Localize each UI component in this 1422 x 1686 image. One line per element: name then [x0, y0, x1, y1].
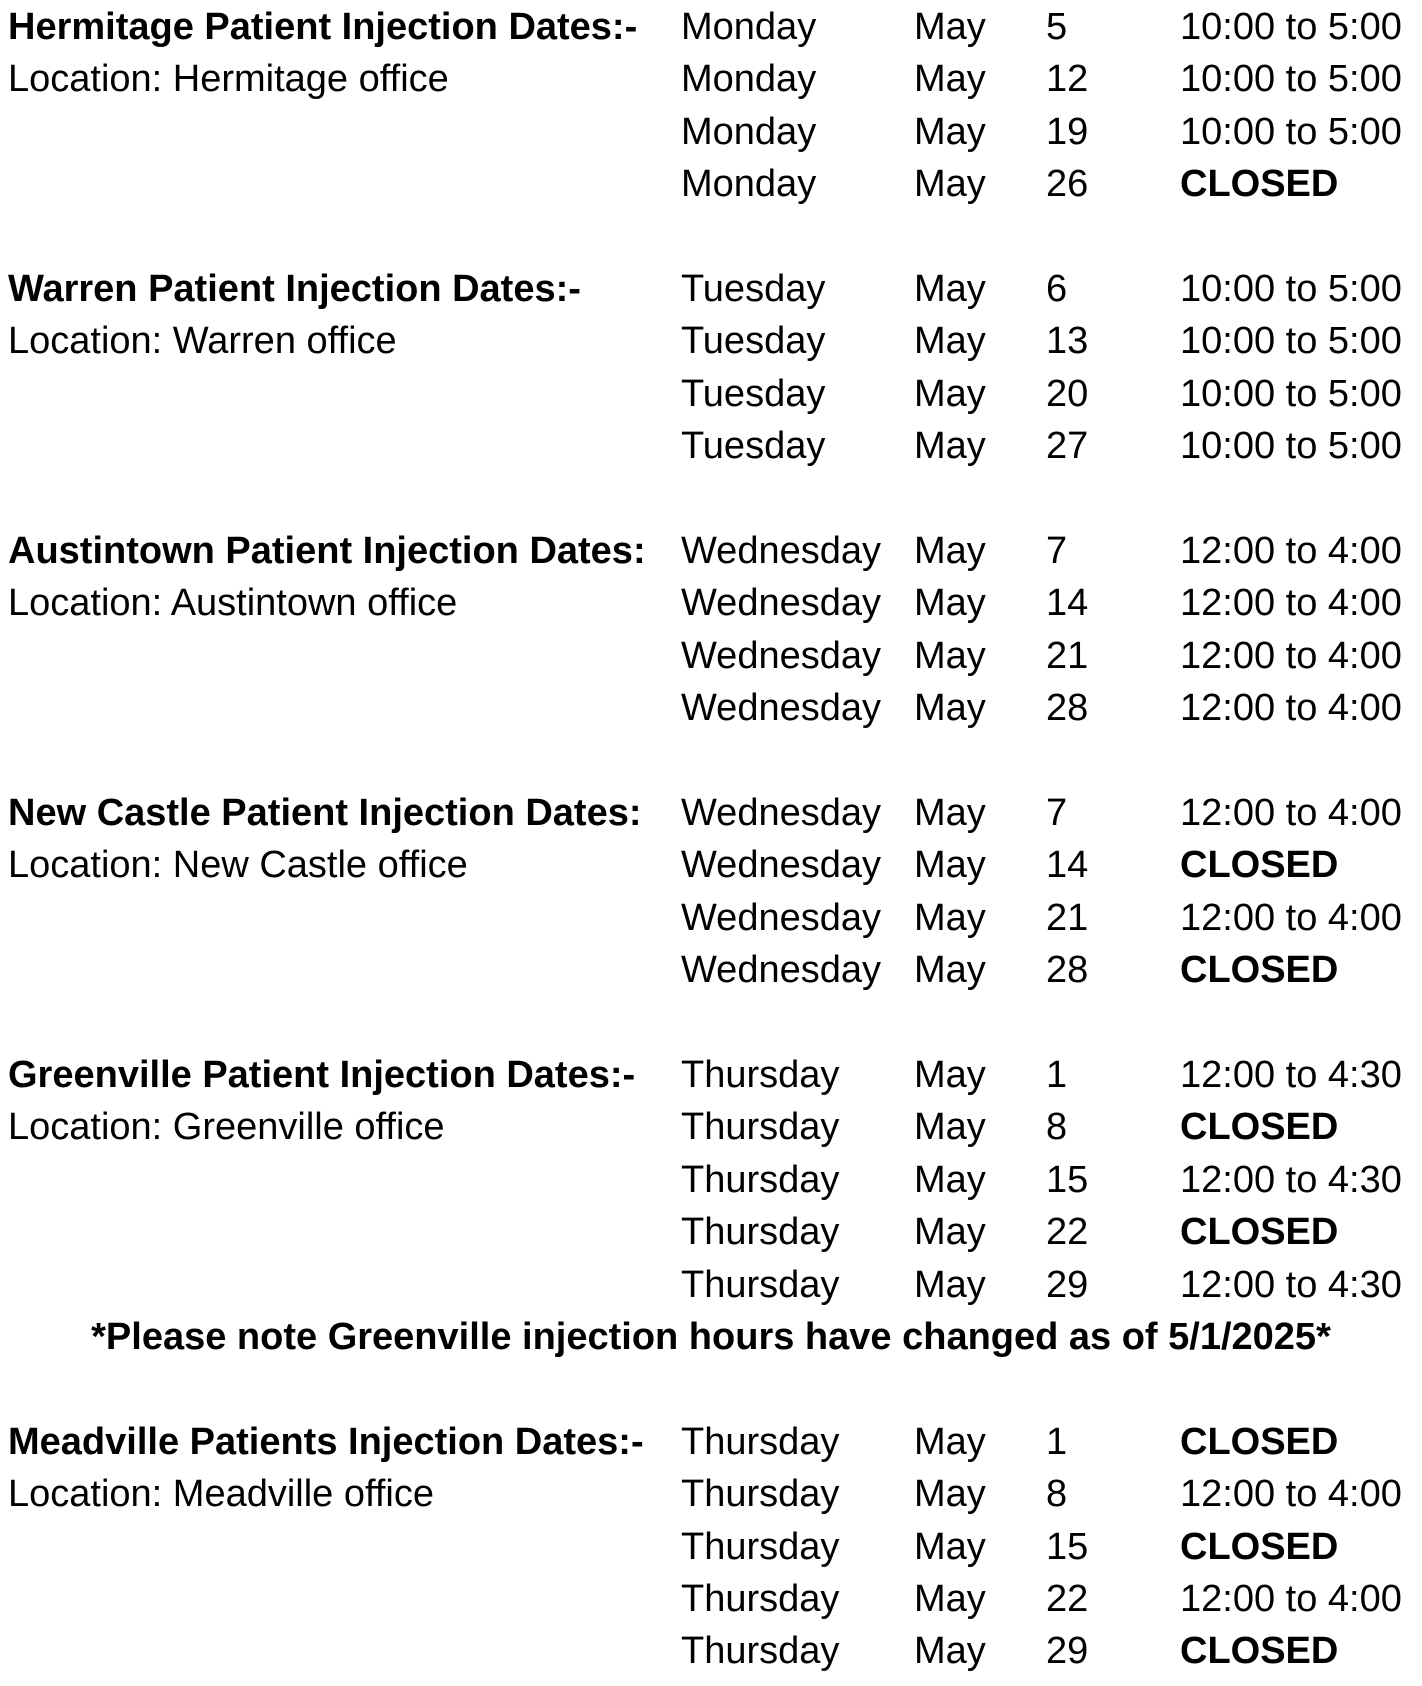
row-hours: 10:00 to 5:00 — [1180, 110, 1402, 153]
schedule-row — [0, 1468, 1422, 1520]
row-date: 22 — [1046, 1578, 1089, 1620]
row-month: May — [914, 634, 986, 677]
schedule-row — [0, 892, 1422, 944]
closed-label: CLOSED — [1180, 1211, 1339, 1254]
schedule-row — [0, 1625, 1422, 1677]
schedule-row — [0, 420, 1422, 472]
closed-label: CLOSED — [1180, 949, 1339, 992]
row-hours: 12:00 to 4:00 — [1180, 634, 1402, 677]
schedule-row — [0, 1101, 1422, 1153]
row-day: Tuesday — [681, 425, 826, 468]
row-day: Thursday — [681, 1578, 840, 1620]
schedule-row — [0, 787, 1422, 839]
closed-label: CLOSED — [1180, 1106, 1339, 1149]
row-month: May — [914, 372, 986, 415]
row-date: 15 — [1046, 1525, 1089, 1568]
schedule-row — [0, 53, 1422, 105]
row-hours: 12:00 to 4:00 — [1180, 792, 1402, 834]
closed-label: CLOSED — [1180, 163, 1339, 206]
row-hours: 10:00 to 5:00 — [1180, 320, 1402, 363]
schedule-row — [0, 1206, 1422, 1258]
row-date: 5 — [1046, 6, 1068, 48]
schedule-row — [0, 1, 1422, 53]
schedule-row — [0, 525, 1422, 577]
row-hours: 12:00 to 4:30 — [1180, 1263, 1402, 1306]
row-date: 27 — [1046, 425, 1089, 468]
row-month: May — [914, 844, 986, 887]
closed-label: CLOSED — [1180, 1630, 1339, 1673]
row-hours: 10:00 to 5:00 — [1180, 425, 1402, 468]
schedule-row — [0, 368, 1422, 420]
row-day: Thursday — [681, 1630, 840, 1673]
row-hours: 12:00 to 4:00 — [1180, 896, 1402, 939]
row-hours: 12:00 to 4:00 — [1180, 582, 1402, 625]
row-hours: 12:00 to 4:30 — [1180, 1158, 1402, 1201]
schedule-row — [0, 630, 1422, 682]
row-hours: 10:00 to 5:00 — [1180, 58, 1402, 101]
schedule-note: *Please note Greenville injection hours have changed as of 5/1/2025* — [91, 1316, 1331, 1358]
row-date: 13 — [1046, 320, 1089, 363]
row-month: May — [914, 896, 986, 939]
section-title: Austintown Patient Injection Dates: — [8, 530, 646, 572]
section-location: Location: Warren office — [8, 320, 397, 363]
row-date: 26 — [1046, 163, 1089, 206]
closed-label: CLOSED — [1180, 1525, 1339, 1568]
row-day: Thursday — [681, 1158, 840, 1201]
schedule-row — [0, 1521, 1422, 1573]
row-hours: 10:00 to 5:00 — [1180, 6, 1402, 48]
row-month: May — [914, 582, 986, 625]
section-location: Location: Hermitage office — [8, 58, 449, 101]
row-date: 1 — [1046, 1054, 1068, 1096]
row-month: May — [914, 425, 986, 468]
row-month: May — [914, 320, 986, 363]
row-month: May — [914, 1578, 986, 1620]
row-date: 20 — [1046, 372, 1089, 415]
row-month: May — [914, 1420, 986, 1463]
row-month: May — [914, 1263, 986, 1306]
row-hours: 10:00 to 5:00 — [1180, 372, 1402, 415]
row-day: Monday — [681, 58, 817, 101]
row-month: May — [914, 58, 986, 101]
section-title: Greenville Patient Injection Dates:- — [8, 1054, 636, 1096]
row-day: Wednesday — [681, 687, 881, 730]
row-month: May — [914, 687, 986, 730]
row-hours: 12:00 to 4:00 — [1180, 530, 1402, 572]
row-date: 14 — [1046, 582, 1089, 625]
row-date: 19 — [1046, 110, 1089, 153]
section-location: Location: Greenville office — [8, 1106, 445, 1149]
schedule-row — [0, 315, 1422, 367]
row-date: 28 — [1046, 949, 1089, 992]
schedule-row — [0, 158, 1422, 210]
row-month: May — [914, 1054, 986, 1096]
section-title: Hermitage Patient Injection Dates:- — [8, 6, 638, 48]
section-location: Location: New Castle office — [8, 844, 468, 887]
row-month: May — [914, 1525, 986, 1568]
row-hours: 12:00 to 4:30 — [1180, 1054, 1402, 1096]
row-day: Thursday — [681, 1473, 840, 1516]
row-day: Tuesday — [681, 268, 826, 310]
row-date: 21 — [1046, 896, 1089, 939]
schedule-row — [0, 1049, 1422, 1101]
row-date: 22 — [1046, 1211, 1089, 1254]
schedule-row — [0, 839, 1422, 891]
row-day: Wednesday — [681, 949, 881, 992]
row-month: May — [914, 1106, 986, 1149]
row-date: 7 — [1046, 530, 1068, 572]
row-date: 15 — [1046, 1158, 1089, 1201]
row-date: 12 — [1046, 58, 1089, 101]
row-month: May — [914, 1158, 986, 1201]
row-month: May — [914, 949, 986, 992]
row-month: May — [914, 1211, 986, 1254]
row-date: 1 — [1046, 1420, 1068, 1463]
row-day: Tuesday — [681, 372, 826, 415]
row-day: Thursday — [681, 1420, 840, 1463]
row-day: Wednesday — [681, 530, 881, 572]
row-day: Wednesday — [681, 896, 881, 939]
schedule-row — [0, 682, 1422, 734]
row-date: 7 — [1046, 792, 1068, 834]
section-location: Location: Meadville office — [8, 1473, 434, 1516]
row-month: May — [914, 110, 986, 153]
row-day: Monday — [681, 6, 817, 48]
row-day: Thursday — [681, 1211, 840, 1254]
schedule-row — [0, 577, 1422, 629]
row-hours: 12:00 to 4:00 — [1180, 1473, 1402, 1516]
row-hours: 12:00 to 4:00 — [1180, 687, 1402, 730]
row-day: Wednesday — [681, 634, 881, 677]
row-date: 6 — [1046, 268, 1068, 310]
schedule-row — [0, 1573, 1422, 1625]
row-day: Wednesday — [681, 844, 881, 887]
section-title: Warren Patient Injection Dates:- — [8, 268, 581, 310]
closed-label: CLOSED — [1180, 844, 1339, 887]
row-day: Monday — [681, 110, 817, 153]
row-month: May — [914, 6, 986, 48]
row-month: May — [914, 530, 986, 572]
section-title: Meadville Patients Injection Dates:- — [8, 1420, 644, 1463]
schedule-row — [0, 944, 1422, 996]
schedule-row — [0, 106, 1422, 158]
row-hours: 12:00 to 4:00 — [1180, 1578, 1402, 1620]
schedule-row — [0, 1154, 1422, 1206]
section-location: Location: Austintown office — [8, 582, 458, 625]
row-day: Wednesday — [681, 792, 881, 834]
row-month: May — [914, 268, 986, 310]
row-day: Wednesday — [681, 582, 881, 625]
row-date: 21 — [1046, 634, 1089, 677]
row-month: May — [914, 792, 986, 834]
row-day: Thursday — [681, 1525, 840, 1568]
row-date: 8 — [1046, 1473, 1068, 1516]
row-hours: 10:00 to 5:00 — [1180, 268, 1402, 310]
row-day: Thursday — [681, 1106, 840, 1149]
row-day: Tuesday — [681, 320, 826, 363]
schedule-row — [0, 1259, 1422, 1311]
row-month: May — [914, 163, 986, 206]
row-date: 8 — [1046, 1106, 1068, 1149]
row-month: May — [914, 1473, 986, 1516]
row-date: 29 — [1046, 1263, 1089, 1306]
row-date: 29 — [1046, 1630, 1089, 1673]
closed-label: CLOSED — [1180, 1420, 1339, 1463]
row-day: Monday — [681, 163, 817, 206]
row-day: Thursday — [681, 1054, 840, 1096]
row-month: May — [914, 1630, 986, 1673]
schedule-row — [0, 263, 1422, 315]
schedule-row — [0, 1416, 1422, 1468]
row-day: Thursday — [681, 1263, 840, 1306]
row-date: 28 — [1046, 687, 1089, 730]
row-date: 14 — [1046, 844, 1089, 887]
section-title: New Castle Patient Injection Dates: — [8, 792, 642, 834]
